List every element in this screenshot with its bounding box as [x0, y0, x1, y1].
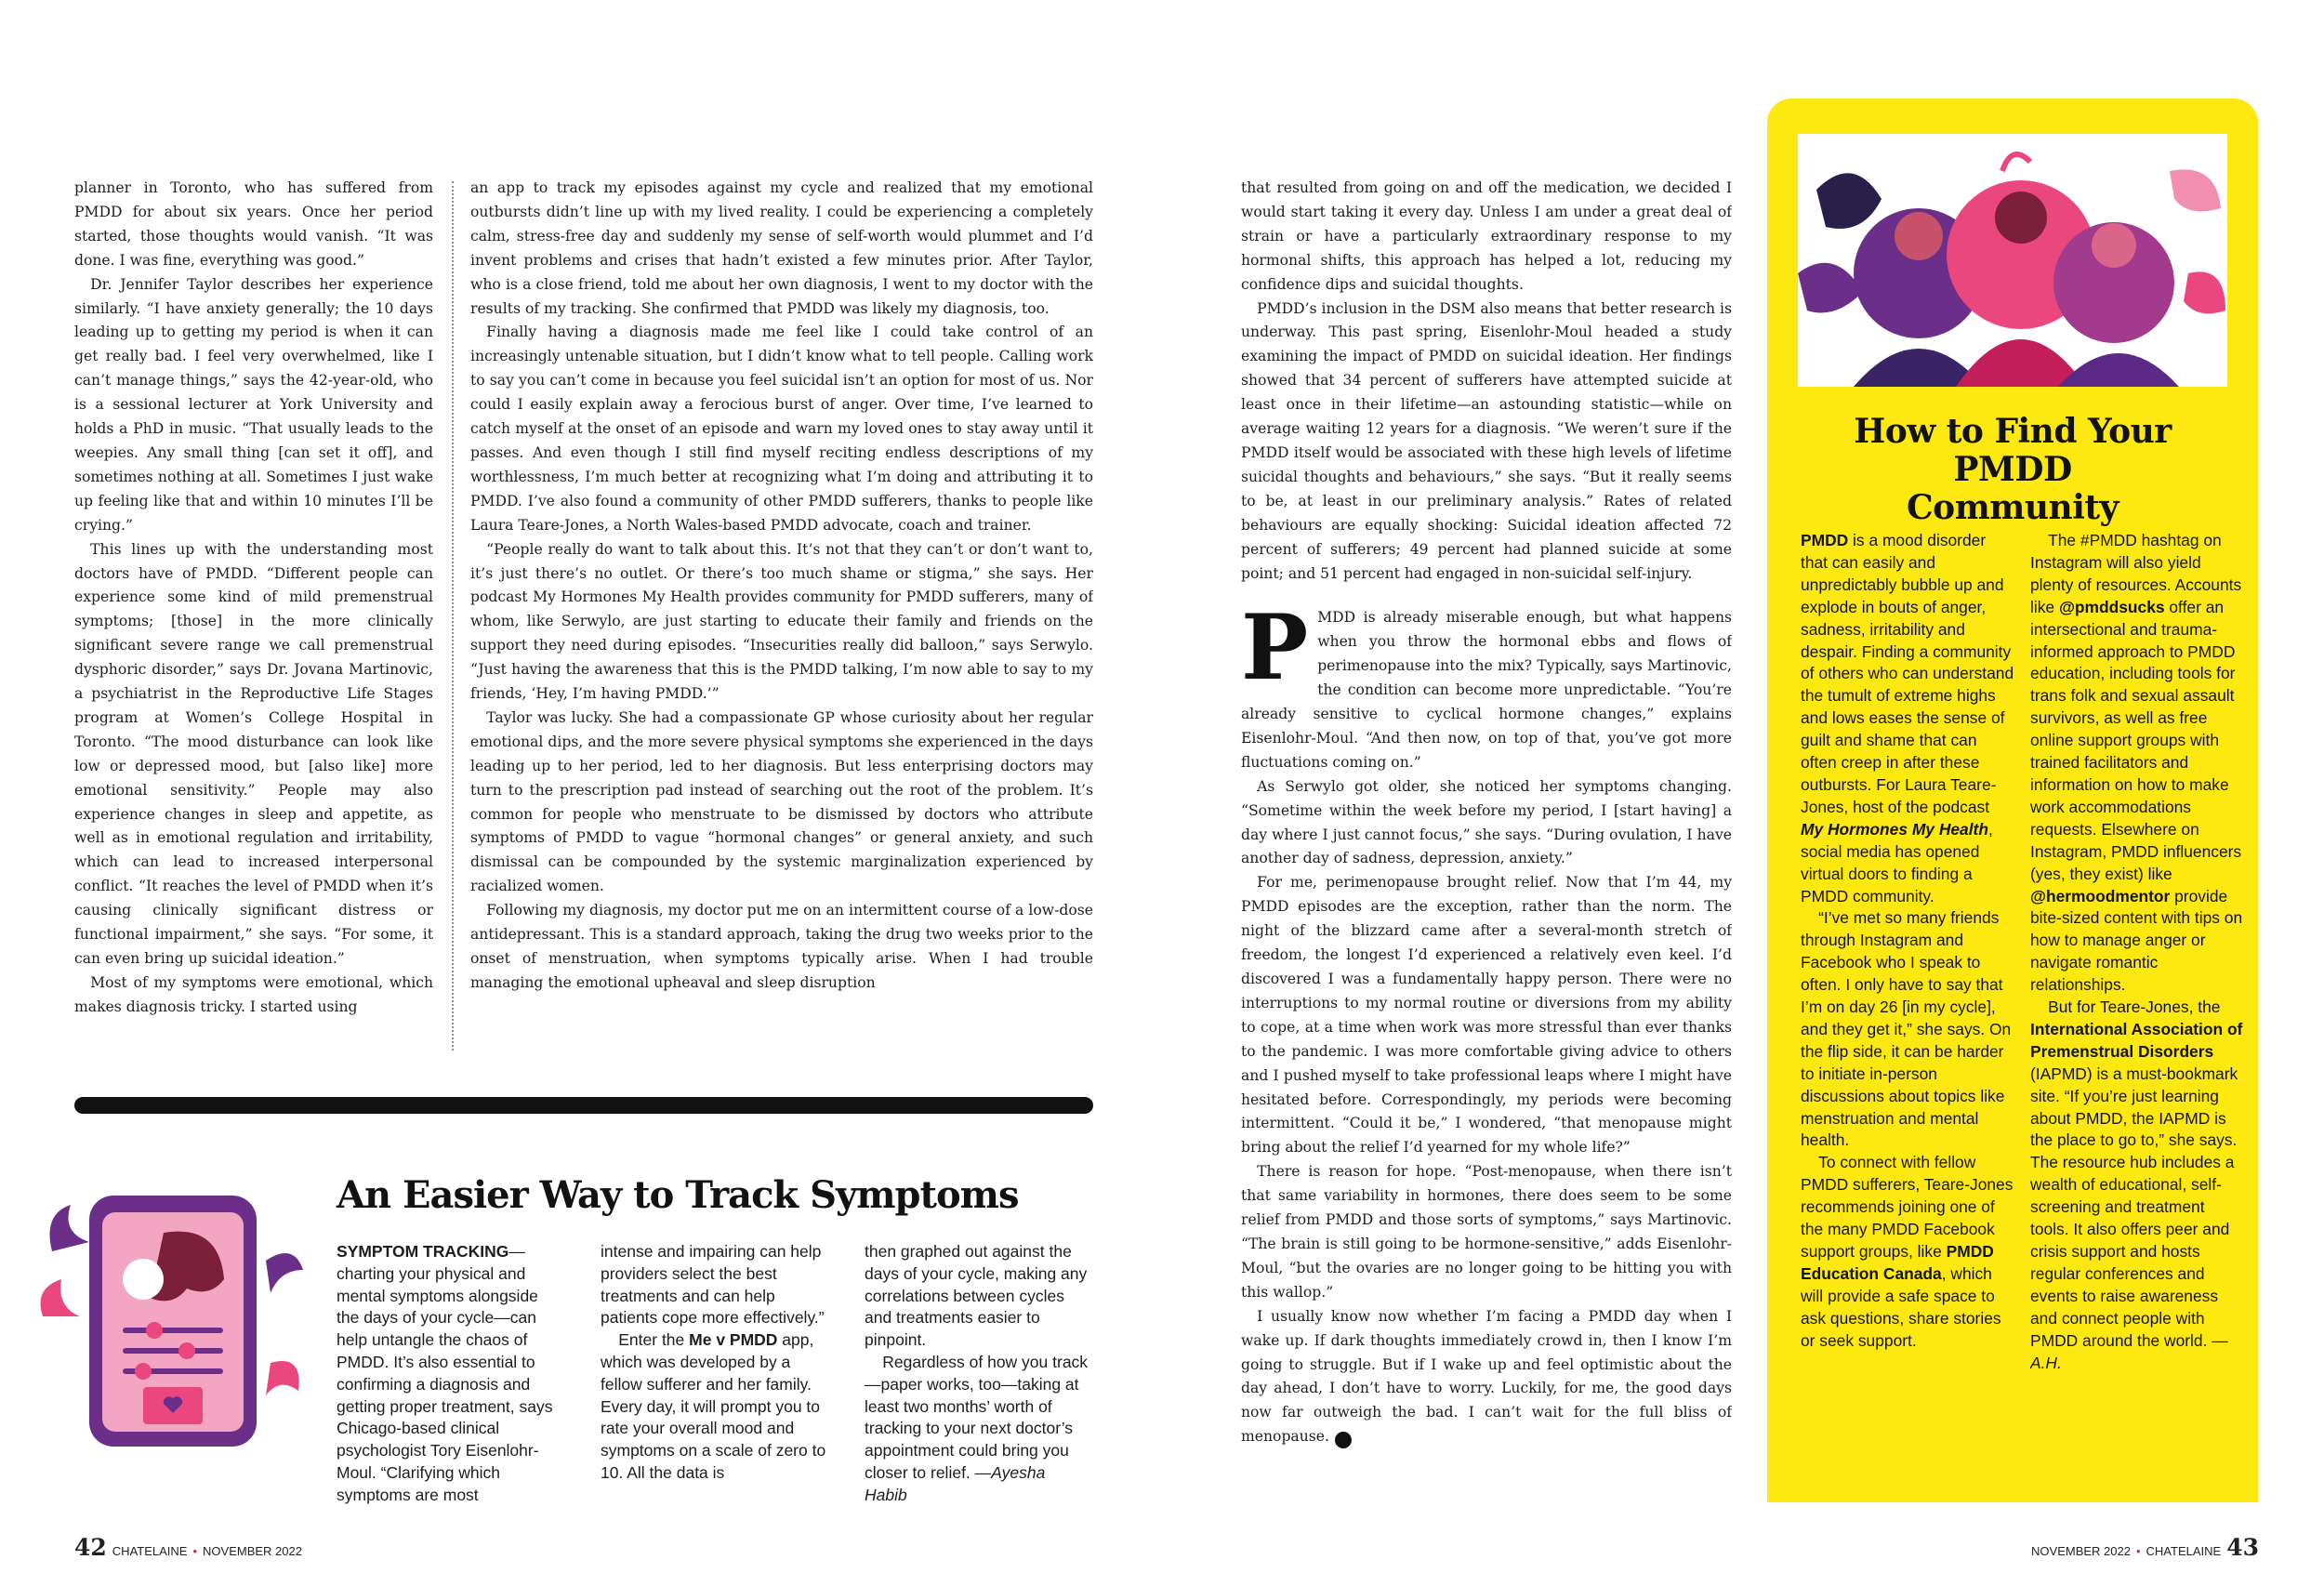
text: app, which was developed by a fellow sufferer and her family. Every day, it will prompt you to rate your overall mood and symptoms on a scale of zero to 10. All the data is	[601, 1330, 826, 1482]
track-column-2	[601, 1241, 827, 1520]
magazine-name: CHATELAINE	[2146, 1544, 2222, 1558]
paragraph: As Serwylo got older, she noticed her symptoms changing. “Sometime within the week before my period, I [start having] a day where I just cannot focus,” she says. “During ovulation, I have another day of sadness, depression, anxiety.”	[1241, 777, 1732, 867]
paragraph: intense and impairing can help providers select the best treatments and can help patients cope more effectively.”	[601, 1242, 825, 1328]
text: —charting your physical and mental symptoms alongside the days of your cycle—can help untangle the chaos of PMDD. It’s also essential to confirming a diagnosis and getting proper treatment, says Chicago-based clinical psychologist Tory Eisenlohr-Moul. “Clarifying which symptoms are most	[337, 1242, 553, 1504]
column-divider	[452, 181, 454, 1051]
paragraph: Finally having a diagnosis made me feel like I could take control of an increasingly untenable situation, but I didn’t know what to tell people. Calling work to say you can’t come in because you feel suicidal isn’t an option for most of us. Nor could I easily explain away a ferocious burst of anger. Over time, I’ve learned to catch myself at the onset of an episode and warn my loved ones to stay away until it passes. And even though I still find myself reciting endless descriptions of my worthlessness, I’m much better at recognizing what I’m doing and attributing it to PMDD. I’ve also found a community of other PMDD sufferers, thanks to people like Laura Teare-Jones, a North Wales-based PMDD advocate, coach and trainer.	[470, 324, 1093, 534]
paragraph: planner in Toronto, who has suffered from PMDD for about six years. Once her period started, those thoughts would vanish. “It was done. I was fine, everything was good.”	[74, 179, 433, 269]
text: Regardless of how you track—paper works, too—taking at least two months’ worth of tracking to your next doctor’s appointment could bring you closer to relief.	[865, 1352, 1089, 1482]
paragraph	[865, 1352, 1091, 1507]
paragraph	[1801, 530, 2016, 907]
paragraph: PMDD’s inclusion in the DSM also means that better research is underway. This past spring, Eisenlohr-Moul headed a study examining the impact of PMDD on suicidal ideation. Her findings showed that 34 percent of sufferers have attempted suicide at least once in their lifetime—an astounding statistic—while on average waiting 12 years for a diagnosis. “We weren’t sure if the PMDD itself would be associated with these high levels of lifetime suicidal thoughts and behaviours,” she says. “But it really seems to be, at least in our preliminary analysis.” Rates of related behaviours are equally shocking: Suicidal ideation affected 72 percent of sufferers; 49 percent had planned suicide at some point; and 51 percent had engaged in non-suicidal self-injury.	[1241, 299, 1732, 582]
lead-in: SYMPTOM TRACKING	[337, 1242, 509, 1261]
magazine-name: CHATELAINE	[112, 1544, 188, 1558]
paragraph: Following my diagnosis, my doctor put me on an intermittent course of a low-dose antidepressant. This is a standard approach, taking the drug two weeks prior to the onset of menstruation, when symptoms typically arise. When I had trouble managing the emotional upheaval and sleep disruption	[470, 902, 1093, 991]
byline: —Ayesha Habib	[865, 1462, 1046, 1504]
text: The #PMDD hashtag on Instagram will also yield plenty of resources. Accounts like	[2030, 531, 2242, 616]
text: MDD is already miserable enough, but what happens when you throw the hormonal ebbs and flows of perimenopause into the mix? Typically, says Martinovic, the condition can become more unpredictable. “You’re already sensitive to cyclical hormone changes,” explains Eisenlohr-Moul. “And then now, on top of that, you’ve got more fluctuations coming on.”	[1241, 609, 1732, 771]
paragraph	[1801, 1152, 2016, 1352]
paragraph: This lines up with the understanding most doctors have of PMDD. “Different people can experience some kind of mild premenstrual symptoms; [those] in the more clinically significant severe range we call premenstrual dysphoric disorder,” says Dr. Jovana Martinovic, a psychiatrist in the Reproductive Life Stages program at Women’s College Hospital in Toronto. “The mood disturbance can look like low or depressed mood, but [also like] more emotional sensitivity.” People may also experience changes in sleep and appetite, as well as in emotional regulation and irritability, which can lead to increased interpersonal conflict. “It reaches the level of PMDD when it’s causing clinically significant distress or functional impairment,” she says. “For some, it can even bring up suicidal ideation.”	[74, 540, 433, 967]
paragraph: then graphed out against the days of your cycle, making any correlations between cycles and treatments easier to pinpoint.	[865, 1242, 1088, 1350]
track-column-3	[865, 1241, 1091, 1520]
paragraph	[337, 1241, 563, 1507]
org-name: International Association of Premenstrual Disorders	[2030, 1019, 2243, 1061]
text: offer an intersectional and trauma-informed approach to PMDD education, including tools for trans folk and sexual assault survivors, as well as free online support groups with trained facilitators and information on how to make work accommodations requests. Elsewhere on Instagram, PMDD influencers (yes, they exist) like	[2030, 597, 2242, 883]
paragraph	[2030, 997, 2246, 1374]
paragraph: “I’ve met so many friends through Instagram and Facebook who I speak to often. I only have to say that I’m on day 26 [in my cycle], and they get it,” she says. On the flip side, it can be harder to initiate in-person discussions about topics like menstruation and mental health.	[1801, 908, 2012, 1150]
folio-left	[74, 1534, 302, 1561]
app-name: Me v PMDD	[689, 1330, 778, 1350]
paragraph: an app to track my episodes against my cycle and realized that my emotional outbursts didn’t line up with my lived reality. I could be experiencing a completely calm, stress-free day and suddenly my sense of self-worth would plummet and I’d invent problems and crises that hadn’t existed a few minutes prior. After Taylor, who is a close friend, told me about her own diagnosis, I went to my doctor with the results of my tracking. She confirmed that PMDD was likely my diagnosis, too.	[470, 179, 1093, 317]
issue-date: NOVEMBER 2022	[2031, 1544, 2131, 1558]
text: Enter the	[618, 1330, 690, 1350]
paragraph	[601, 1329, 827, 1485]
paragraph: “People really do want to talk about this. It’s not that they can’t or don’t want to, it’s just there’s no outlet. Or there’s too much shame or stigma,” she says. Her podcast My Hormones My Health provides community for PMDD sufferers, many of whom, like Serwylo, are just starting to educate their family and friends on the support they need during episodes. “Insecurities really did balloon,” says Serwylo. “Just having the awareness that this is the PMDD talking, I’m now able to say to my friends, ‘Hey, I’m having PMDD.’”	[470, 540, 1093, 703]
text: , which will provide a safe space to ask questions, share stories or seek support.	[1801, 1263, 2001, 1350]
folio-dot-icon: •	[2135, 1544, 2141, 1558]
phone-tracking-illustration-icon	[33, 1177, 312, 1456]
podcast-name: My Hormones My Health	[1801, 819, 1988, 839]
chatelaine-end-mark-icon: C	[1335, 1432, 1352, 1448]
women-community-illustration-icon	[1798, 134, 2227, 387]
sidebar-column-2	[2030, 530, 2246, 1487]
issue-date: NOVEMBER 2022	[203, 1544, 302, 1558]
folio-right	[2031, 1534, 2259, 1561]
drop-cap: P	[1241, 595, 1309, 701]
article-column-1	[74, 177, 433, 1069]
paragraph	[1241, 595, 1732, 774]
text: (IAPMD) is a must-bookmark site. “If you’re just learning about PMDD, the IAPMD is the place to go to,” she says. The resource hub includes a wealth of educational, self-screening and treatment tools. It also offers peer and crisis support and hosts regular conferences and events to raise awareness and connect people with PMDD around the world.	[2030, 1064, 2238, 1350]
paragraph: Taylor was lucky. She had a compassionate GP whose curiosity about her regular emotional dips, and the more severe physical symptoms she experienced in the days leading up to her period, led to her diagnosis. But less enterprising doctors may turn to the prescription pad instead of searching out the root of the problem. It’s common for people who menstruate to be dismissed by doctors who attribute symptoms of PMDD to vague “hormonal changes” or general anxiety, and such dismissal can be compounded by the systemic marginalization experienced by racialized women.	[470, 708, 1093, 895]
text: , social media has opened virtual doors to finding a PMDD community.	[1801, 819, 1993, 905]
sidebar-column-1	[1801, 530, 2016, 1487]
paragraph: Dr. Jennifer Taylor describes her experience similarly. “I have anxiety generally; the 10 days leading up to getting my period is when it can get really bad. I feel very overwhelmed, like I can’t manage things,” says the 42-year-old, who is a sessional lecturer at York University and holds a PhD in music. “That usually leads to the weepies. Any small thing [can set it off], and sometimes nothing at all. Sometimes I just wake up feeling like that and within 10 minutes I’ll be crying.”	[74, 275, 433, 534]
instagram-handle: @hermoodmentor	[2030, 886, 2171, 905]
paragraph	[2030, 530, 2246, 997]
article-column-2	[470, 177, 1093, 1069]
article-column-3	[1241, 177, 1732, 1515]
text: But for Teare-Jones, the	[2048, 998, 2221, 1017]
community-headline	[1767, 413, 2258, 527]
text: To connect with fellow PMDD sufferers, Teare-Jones recommends joining one of the many PMDD Facebook support groups, like	[1801, 1153, 2014, 1261]
page-number: 42	[74, 1534, 107, 1561]
paragraph: that resulted from going on and off the medication, we decided I would start taking it every day. Unless I am under a great deal of strain or have a particularly extraordinary response to my hormonal shifts, this approach has helped a lot, reducing my confidence dips and suicidal thoughts.	[1241, 179, 1732, 293]
track-column-1	[337, 1241, 563, 1520]
org-name: PMDD Education Canada	[1801, 1242, 1994, 1283]
lead-in: PMDD	[1801, 531, 1849, 549]
paragraph: There is reason for hope. “Post-menopause, when there isn’t that same variability in hormones, there does seem to be some relief from PMDD and those sorts of symptoms,” says Martinovic. “The brain is still going to be hormone-sensitive,” adds Eisenlohr-Moul, “but the ovaries are no longer going to be hitting you with this wallop.”	[1241, 1163, 1732, 1301]
paragraph: For me, perimenopause brought relief. Now that I’m 44, my PMDD episodes are the exception, rather than the norm. The night of the blizzard came after a several-month stretch of freedom, the longest I’d experienced a relatively even keel. I’d discovered I was a fundamentally happy person. There were no interruptions to my normal routine or diversions from my ability to cope, at a time when work was more stressful than ever thanks to the pandemic. I was more comfortable giving advice to others and I pushed myself to take professional leaps where I might have hesitated before. Correspondingly, my periods were becoming intermittent. “Could it be,” I wondered, “that menopause might bring about the relief I’d yearned for my whole life?”	[1241, 874, 1732, 1156]
page-number: 43	[2226, 1534, 2259, 1561]
text: I usually know now whether I’m facing a PMDD day when I wake up. If dark thoughts immediately crowd in, then I know I’m going to struggle. But if I wake up and feel optimistic about the day ahead, I don’t have to worry. Luckily, for me, the good days now far outweigh the bad. I can’t wait for the full bliss of menopause.	[1241, 1307, 1732, 1446]
text: provide bite-sized content with tips on how to manage anger or navigate romantic relationships.	[2030, 886, 2243, 995]
paragraph	[1241, 1305, 1732, 1449]
paragraph: Most of my symptoms were emotional, which makes diagnosis tricky. I started using	[74, 973, 433, 1015]
headline-text: How to Find Your PMDD Community	[1854, 412, 2172, 527]
byline: —A.H.	[2030, 1330, 2228, 1372]
track-symptoms-headline: An Easier Way to Track Symptoms	[337, 1173, 1019, 1217]
text: is a mood disorder that can easily and unpredictably bubble up and explode in bouts of anger, sadness, irritability and despair. Finding a community of others who can understand the tumult of extreme highs and lows eases the sense of guilt and shame that can often creep in after these outbursts. For Laura Teare-Jones, host of the podcast	[1801, 531, 2014, 816]
instagram-handle: @pmddsucks	[2058, 597, 2165, 616]
section-divider-bar	[74, 1097, 1093, 1114]
folio-dot-icon: •	[192, 1544, 198, 1558]
